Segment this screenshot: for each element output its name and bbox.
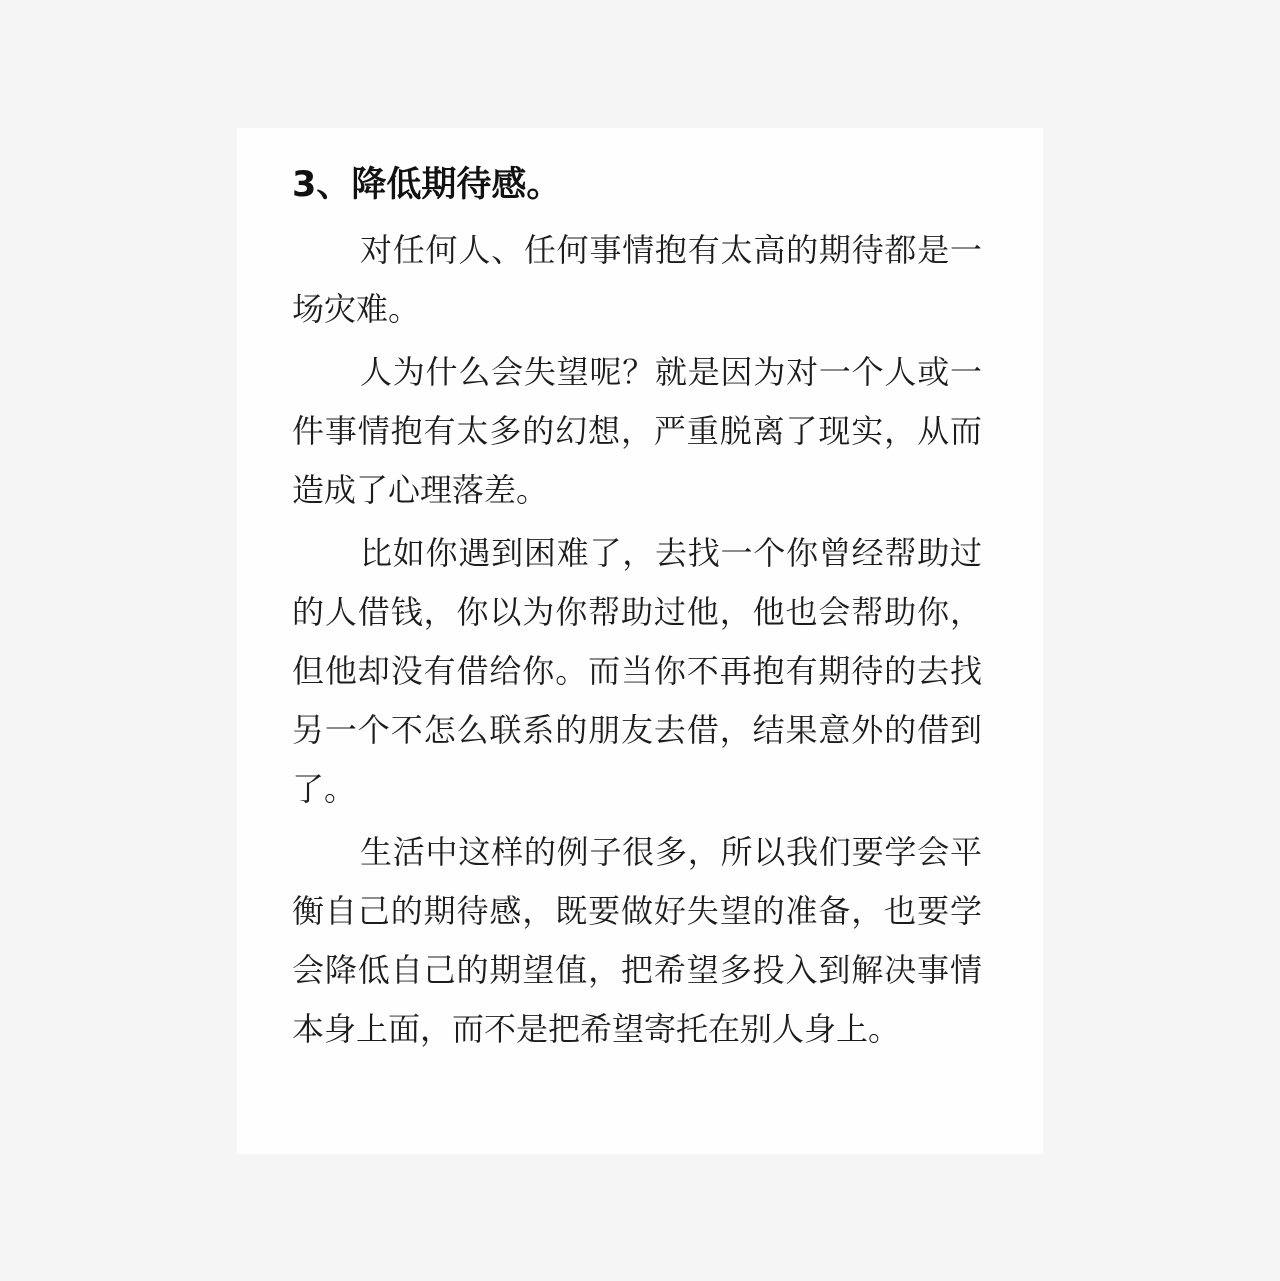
article-body (292, 160, 982, 1063)
paragraph-4: 生活中这样的例子很多，所以我们要学会平衡自己的期待感，既要做好失望的准备，也要学会降低自己的期望值，把希望多投入到解决事情本身上面，而不是把希望寄托在别人身上。 (292, 833, 982, 1048)
section-heading: 3、降低期待感。 (292, 165, 562, 205)
paragraph-2: 人为什么会失望呢？就是因为对一个人或一件事情抱有太多的幻想，严重脱离了现实，从而造成了心理落差。 (292, 353, 982, 509)
paragraph-1: 对任何人、任何事情抱有太高的期待都是一场灾难。 (292, 231, 982, 328)
paragraph-3: 比如你遇到困难了，去找一个你曾经帮助过的人借钱，你以为你帮助过他，他也会帮助你，但他却没有借给你。而当你不再抱有期待的去找另一个不怎么联系的朋友去借，结果意外的借到了。 (292, 534, 982, 808)
